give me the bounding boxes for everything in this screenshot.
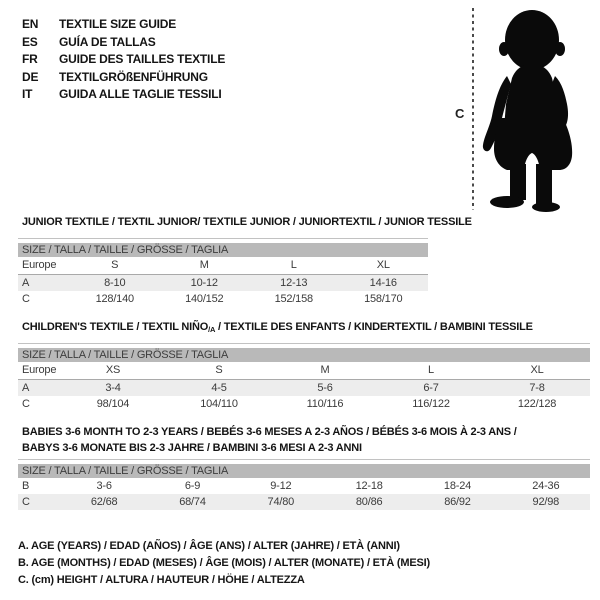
- height-cell: 92/98: [532, 496, 560, 508]
- children-row-height: [18, 396, 590, 412]
- language-code: EN: [22, 17, 39, 31]
- babies-section-title-line2: BABYS 3-6 MONATE BIS 2-3 JAHRE / BAMBINI 3-6 MESI A 2-3 ANNI: [22, 442, 362, 454]
- height-cell: 152/158: [274, 293, 313, 305]
- children-row-age: [18, 380, 590, 396]
- size-table-header: SIZE / TALLA / TAILLE / GRÖSSE / TAGLIA: [18, 348, 590, 362]
- row-label: Europe: [22, 364, 57, 376]
- age-cell: 14-16: [369, 277, 397, 289]
- height-cell: 62/68: [90, 496, 118, 508]
- size-table-header: SIZE / TALLA / TAILLE / GRÖSSE / TAGLIA: [18, 243, 428, 257]
- height-cell: 122/128: [517, 398, 557, 410]
- age-cell: 18-24: [443, 480, 472, 492]
- row-label: A: [22, 382, 30, 394]
- language-label: TEXTILGRÖßENFÜHRUNG: [59, 69, 208, 84]
- junior-row-europe: [18, 257, 428, 275]
- row-label: C: [22, 293, 30, 305]
- row-label: A: [22, 277, 30, 289]
- language-code: IT: [22, 87, 33, 101]
- babies-section-title-line1: BABIES 3-6 MONTH TO 2-3 YEARS / BEBÉS 3-6 MESES A 2-3 AÑOS / BÉBÉS 3-6 MOIS À 2-3 ANS /: [22, 426, 517, 438]
- legend-line-c: C. (cm) HEIGHT / ALTURA / HAUTEUR / HÖHE / ALTEZZA: [18, 574, 305, 586]
- size-cell: M: [199, 259, 209, 271]
- height-cell: 86/92: [444, 496, 471, 508]
- children-title-sub: /A: [208, 325, 216, 334]
- age-cell: 6-9: [184, 480, 201, 492]
- age-cell: 24-36: [532, 480, 560, 492]
- age-cell: 7-8: [529, 382, 545, 394]
- age-cell: 3-4: [105, 382, 121, 394]
- legend: [18, 538, 430, 589]
- size-cell: XL: [530, 364, 544, 376]
- language-label: GUIDE DES TAILLES TEXTILE: [59, 52, 226, 66]
- junior-row-height: [18, 291, 428, 307]
- babies-row-age: [18, 478, 590, 494]
- size-table-header: SIZE / TALLA / TAILLE / GRÖSSE / TAGLIA: [18, 464, 590, 478]
- legend-line-b: B. AGE (MONTHS) / EDAD (MESES) / ÂGE (MOIS) / ALTER (MONATE) / ETÀ (MESI): [18, 557, 430, 569]
- baby-silhouette-icon: [479, 6, 584, 212]
- children-title-pre: CHILDREN'S TEXTILE / TEXTIL NIÑO: [22, 321, 209, 333]
- babies-size-table: [18, 459, 590, 510]
- junior-section-title: JUNIOR TEXTILE / TEXTIL JUNIOR/ TEXTILE JUNIOR / JUNIORTEXTIL / JUNIOR TESSILE: [22, 216, 472, 228]
- language-list: [22, 16, 225, 104]
- language-code: ES: [22, 34, 38, 49]
- language-row-it: [22, 86, 225, 104]
- age-cell: 8-10: [104, 277, 126, 289]
- age-cell: 6-7: [423, 382, 439, 394]
- junior-row-age: [18, 275, 428, 291]
- children-row-europe: [18, 362, 590, 380]
- age-cell: 4-5: [211, 382, 227, 394]
- age-cell: 5-6: [317, 382, 333, 394]
- row-label: Europe: [22, 259, 57, 271]
- height-cell: 110/116: [306, 398, 344, 410]
- size-cell: S: [111, 259, 119, 271]
- size-cell: L: [290, 259, 297, 271]
- language-row-en: [22, 16, 225, 34]
- size-cell: S: [215, 364, 223, 376]
- language-row-fr: [22, 51, 225, 69]
- language-code: DE: [22, 69, 39, 84]
- children-title-post: / TEXTILE DES ENFANTS / KINDERTEXTIL / BAMBINI TESSILE: [215, 321, 533, 333]
- age-cell: 9-12: [270, 480, 292, 492]
- height-cell: 80/86: [355, 496, 383, 508]
- row-label: C: [22, 496, 30, 508]
- height-cell: 116/122: [412, 398, 450, 410]
- height-cell: 98/104: [96, 398, 130, 410]
- row-label: C: [22, 398, 30, 410]
- size-cell: L: [428, 364, 434, 376]
- size-cell: M: [320, 364, 330, 376]
- age-cell: 12-18: [355, 480, 383, 492]
- language-label: GUÍA DE TALLAS: [59, 34, 156, 49]
- children-size-table: [18, 343, 590, 412]
- babies-row-height: [18, 494, 590, 510]
- language-row-de: [22, 69, 225, 87]
- size-cell: XS: [105, 364, 121, 376]
- row-label: B: [22, 480, 30, 492]
- height-measure-line: [472, 8, 474, 210]
- size-cell: XL: [376, 259, 390, 271]
- height-cell: 68/74: [179, 496, 206, 508]
- height-cell: 140/152: [185, 293, 224, 305]
- children-section-title: [22, 321, 533, 336]
- height-cell: 104/110: [200, 398, 238, 410]
- height-cell: 158/170: [364, 293, 403, 305]
- legend-line-a: A. AGE (YEARS) / EDAD (AÑOS) / ÂGE (ANS) / ALTER (JAHRE) / ETÀ (ANNI): [18, 540, 400, 552]
- age-cell: 3-6: [96, 480, 112, 492]
- language-code: FR: [22, 52, 38, 66]
- language-label: TEXTILE SIZE GUIDE: [59, 17, 177, 31]
- language-row-es: [22, 34, 225, 52]
- height-cell: 74/80: [267, 496, 295, 508]
- age-cell: 10-12: [190, 277, 218, 289]
- height-measure-label: C: [455, 106, 465, 121]
- age-cell: 12-13: [280, 277, 308, 289]
- language-label: GUIDA ALLE TAGLIE TESSILI: [59, 87, 222, 101]
- height-cell: 128/140: [95, 293, 134, 305]
- junior-size-table: [18, 238, 428, 307]
